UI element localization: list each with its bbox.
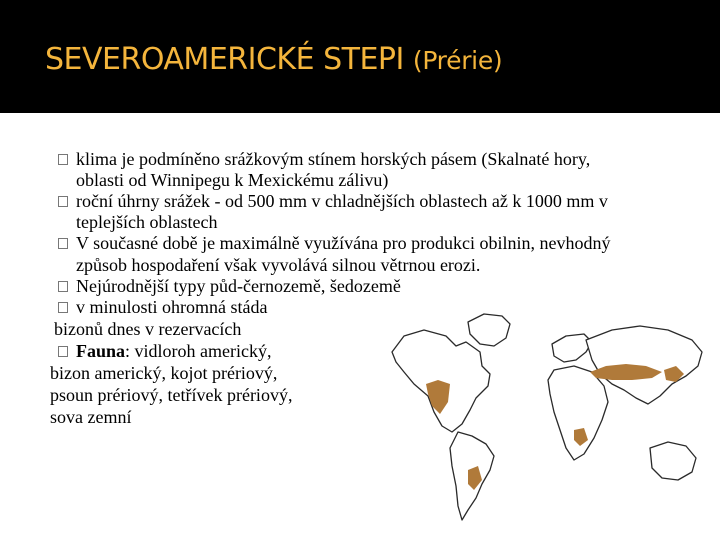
- bullet-6-line-3: psoun prériový, tetřívek prériový,: [50, 385, 293, 405]
- bullet-3-line-1: V současné době je maximálně využívána pro produkci obilnin, nevhodný: [76, 233, 611, 253]
- bullet-6-line-2: bizon americký, kojot prériový,: [50, 363, 278, 383]
- square-box-icon: [58, 346, 68, 357]
- bullet-4-line-1: Nejúrodnější typy půd-černozemě, šedozemě: [76, 276, 401, 296]
- bullet-6-line-1: [76, 340, 272, 362]
- square-box-icon: [58, 281, 68, 292]
- title-suffix: (Prérie): [412, 46, 503, 75]
- bullet-6-line-4: sova zemní: [50, 407, 132, 427]
- square-box-icon: [58, 238, 68, 249]
- slide-title: [45, 42, 502, 77]
- title-bar: [0, 0, 720, 113]
- fauna-line-1: : vidloroh americký,: [125, 341, 272, 361]
- bullet-2-line-1: roční úhrny srážek - od 500 mm v chladnějších oblastech až k 1000 mm v: [76, 191, 608, 211]
- greenland-outline: [468, 314, 510, 346]
- bullet-3-line-2: způsob hospodaření však vyvolává silnou větrnou erozi.: [76, 255, 481, 275]
- title-main: SEVEROAMERICKÉ STEPI: [45, 42, 404, 77]
- square-box-icon: [58, 196, 68, 207]
- square-box-icon: [58, 302, 68, 313]
- square-box-icon: [58, 154, 68, 165]
- bullet-1-line-1: klima je podmíněno srážkovým stínem horských pásem (Skalnaté hory,: [76, 149, 591, 169]
- africa-outline: [548, 366, 608, 460]
- world-map-illustration: [360, 300, 710, 532]
- bullet-1-line-2: oblasti od Winnipegu k Mexickému zálivu): [76, 170, 389, 190]
- bullet-5-line-1: v minulosti ohromná stáda: [76, 297, 268, 317]
- fauna-label: Fauna: [76, 341, 126, 361]
- australia-outline: [650, 442, 696, 480]
- bullet-2-line-2: teplejších oblastech: [76, 212, 218, 232]
- bullet-5-line-2: bizonů dnes v rezervacích: [54, 319, 242, 339]
- europe-outline: [552, 334, 592, 362]
